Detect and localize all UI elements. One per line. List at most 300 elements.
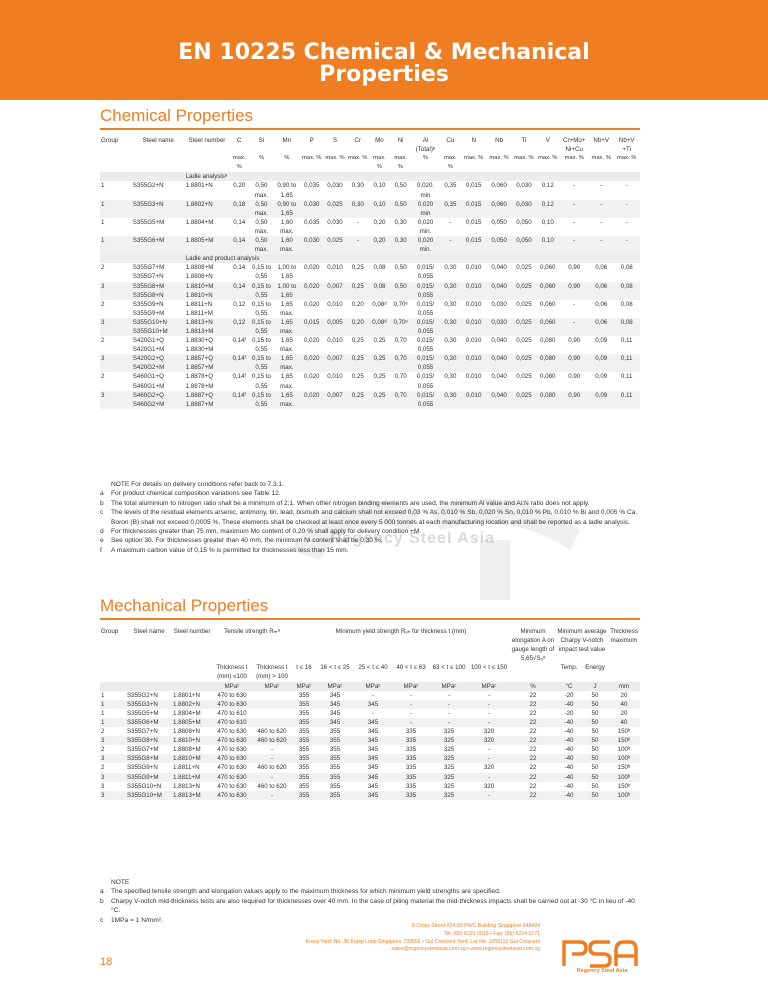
table-row [100, 200, 640, 218]
unit-cell: max. % [232, 155, 246, 171]
table-cell: 50 [582, 773, 608, 782]
table-cell: 335 [392, 736, 430, 745]
cell-ti: 0,025 [512, 391, 536, 409]
col-p: P [309, 137, 314, 144]
cell-group: 3 [100, 282, 132, 300]
cell-cr: 0,20 [347, 318, 369, 336]
col-yield: Minimum yield strength Rₑₕ for thickness t (mm) [335, 628, 467, 635]
table-cell: 345 [367, 782, 379, 790]
table-cell: 460 to 620 [257, 782, 287, 790]
cell-steel-name: S355G6+M [132, 236, 185, 254]
col-tensile: Tensile strength Rₘᵃ [224, 628, 280, 635]
table-cell: 470 to 630 [217, 782, 247, 790]
cell-mn: 1,65 max. [274, 354, 300, 372]
section-rule [100, 618, 640, 620]
table-row [100, 736, 640, 745]
cell-c: 0,12 [233, 300, 246, 308]
table-cell: 1 [100, 718, 126, 727]
table-cell: - [487, 746, 491, 754]
note-key: a [100, 888, 104, 896]
table-row [100, 372, 640, 390]
table-cell: 345 [354, 754, 392, 763]
cell-mn: 0,90 to 1,65 [274, 200, 300, 218]
cell-nbv: - [600, 182, 603, 190]
unit-mpa: MPaᶜ [468, 682, 510, 691]
cell-crmo: - [573, 182, 576, 190]
cell-nbv: 0,06 [595, 264, 608, 272]
cell-nbv: 0,06 [589, 282, 613, 300]
cell-group: 1 [100, 236, 132, 254]
table-cell: -40 [564, 764, 574, 772]
table-cell: - [409, 691, 413, 699]
cell-v: 0,12 [541, 182, 554, 190]
note-key: a [100, 490, 104, 498]
cell-ni: 0,30 [394, 218, 407, 226]
table-cell: 22 [529, 728, 537, 736]
cell-s: 0,010 [327, 337, 343, 345]
cell-steel-name: S355G3+N [132, 200, 185, 218]
yard-line: Kranji Yard: No. 30 Kranji Loop Singapore 739556 • Gul Crescent Yard: Lot No. 1055110 Gul Crescent [305, 938, 540, 945]
cell-ti: 0,025 [512, 318, 536, 336]
unit-mpa: MPaᶜ [354, 682, 392, 691]
note-item [100, 508, 640, 527]
table-cell: 1.8811+M [172, 773, 212, 782]
table-cell: 50 [582, 754, 608, 763]
cell-ti: 0,030 [516, 182, 532, 190]
title-banner [0, 0, 768, 100]
table-row [100, 391, 640, 409]
cell-si: 0,50 max. [254, 182, 269, 199]
cell-steel-number: 1.8801+N [185, 182, 213, 190]
cell-nb: 0,060 [486, 200, 511, 218]
footer-address [210, 923, 540, 954]
cell-nbv: 0,09 [589, 354, 613, 372]
col-elongation: Minimum elongation A on gauge length of 5,65√Sₒᵃ [511, 628, 555, 663]
table-row [100, 181, 640, 199]
table-cell: 2 [101, 764, 105, 772]
table-cell: 355 [329, 782, 341, 790]
table-row [100, 754, 640, 763]
cell-si: 0,15 to 0,55 [251, 300, 271, 317]
note-key: b [100, 897, 104, 905]
cell-steel-name: S355G7+M S355G7+N [132, 264, 165, 281]
cell-cr: 0,20 [351, 300, 364, 308]
cell-cu: 0,30 [440, 282, 461, 300]
cell-group: 1 [101, 182, 105, 190]
table-cell: 1.8804+M [173, 709, 201, 717]
note-text: For thicknesses greater than 75 mm, maximum Mo content of 0,20 % shall apply for delivery condition +M. [111, 528, 422, 536]
table-cell: S355G10+N [127, 782, 162, 790]
table-cell: - [487, 691, 491, 699]
band-label: Ladle and product analysis [185, 254, 640, 263]
logo-text: Regency Steel Asia [576, 968, 628, 974]
page-title [0, 42, 768, 86]
note-key: c [100, 509, 104, 517]
table-cell: 1.8810+M [172, 754, 212, 763]
table-cell: 100ᵇ [608, 773, 640, 782]
note-text: 1MPa = 1 N/mm². [111, 916, 163, 924]
table-cell: 460 to 620 [252, 736, 292, 745]
col-thickness-max: Thickness maximum [610, 628, 638, 645]
cell-crmo: - [559, 236, 589, 254]
cell-al: 0,020. min [416, 182, 435, 199]
table-cell: 150ᵇ [617, 782, 631, 790]
table-cell: - [371, 709, 375, 717]
table-cell: 1.8808+M [173, 746, 201, 754]
cell-nbvti: 0,08 [613, 282, 640, 300]
cell-mn: 1,65 max. [274, 318, 300, 336]
chem-units-row [100, 154, 640, 172]
table-cell: -20 [564, 691, 574, 699]
cell-n: 0,010 [461, 282, 486, 300]
cell-v: 0,060 [536, 318, 559, 336]
note-item [100, 499, 640, 508]
cell-nb: 0,060 [491, 182, 507, 190]
contact-line: Tel: (65) 6221 0018 • Fax: (65) 6224 0771 [443, 930, 540, 937]
table-cell: -40 [556, 791, 582, 800]
table-cell: 100ᵇ [608, 791, 640, 800]
col-yield-5: 63 < t ≤ 100 [432, 664, 466, 672]
cell-ti: 0,025 [516, 300, 532, 308]
note-text: The specified tensile strength and elongation values apply to the maximum thickness for which minimum yield strengths are specified. [111, 888, 501, 896]
cell-c: 0,14ᶠ [232, 373, 246, 381]
cell-cu: 0,35 [444, 182, 457, 190]
table-cell: -40 [556, 718, 582, 727]
cell-crmo: 0,90 [559, 391, 589, 409]
cell-p: 0,020 [300, 391, 323, 409]
cell-cr: - [356, 218, 359, 226]
col-yield-1: t ≤ 16 [296, 664, 312, 672]
table-cell: 22 [510, 773, 556, 782]
table-cell: 22 [529, 709, 537, 717]
table-cell [252, 691, 292, 700]
chem-body-product [100, 263, 640, 409]
cell-crmo: - [559, 200, 589, 218]
cell-c: 0,14ᶠ [229, 354, 249, 372]
cell-c: 0,12 [229, 318, 249, 336]
table-cell: 345 [329, 709, 341, 717]
cell-v: 0,10 [541, 218, 554, 226]
cell-al: 0,015/ 0,055 [416, 264, 435, 281]
table-cell: S355G5+M [127, 709, 159, 717]
cell-ti: 0,025 [516, 337, 532, 345]
table-cell: 22 [529, 746, 537, 754]
note-item [100, 546, 640, 555]
cell-cr: - [347, 236, 369, 254]
table-cell: 325 [430, 791, 468, 800]
cell-steel-number: 1.8813+N 1.8813+M [185, 318, 229, 336]
cell-nbvti: 0,08 [620, 264, 633, 272]
unit-cell: max. % [489, 155, 509, 162]
cell-al: 0,020 min [411, 200, 440, 218]
cell-v: 0,10 [536, 236, 559, 254]
note-text: For product chemical composition variations see Table 12. [111, 490, 281, 498]
table-cell: -20 [564, 709, 574, 717]
cell-si: 0,15 to 0,55 [249, 282, 273, 300]
cell-ti: 0,025 [516, 264, 532, 272]
cell-mn: 1,60 max. [280, 218, 294, 235]
cell-v: 0,060 [536, 282, 559, 300]
cell-n: 0,010 [461, 354, 486, 372]
cell-crmo: 0,90 [568, 373, 581, 381]
cell-nbvti: 0,11 [613, 391, 640, 409]
table-row [100, 782, 640, 791]
mechanical-notes [100, 878, 640, 925]
table-cell: 325 [443, 728, 455, 736]
table-cell: 3 [100, 773, 126, 782]
cell-nb: 0,030 [491, 300, 507, 308]
cell-cr: 0,25 [347, 282, 369, 300]
cell-v: 0,080 [536, 391, 559, 409]
cell-group: 2 [101, 300, 105, 308]
cell-c: 0,14 [233, 264, 246, 272]
cell-v: 0,060 [540, 264, 556, 272]
table-cell: S355G9+M [126, 773, 172, 782]
table-row [100, 263, 640, 281]
cell-nbv: - [589, 200, 613, 218]
cell-mn: 1,00 to 1,65 [274, 282, 300, 300]
table-cell: 355 [292, 791, 316, 800]
table-cell: 22 [510, 736, 556, 745]
cell-group: 3 [100, 318, 132, 336]
cell-n: 0,015 [461, 236, 486, 254]
table-cell: 3 [100, 791, 126, 800]
cell-ni: 0,70ᵉ [393, 300, 408, 308]
table-row [100, 354, 640, 372]
table-row [100, 700, 640, 709]
table-cell: 345 [316, 718, 354, 727]
table-row [100, 709, 640, 718]
table-cell: -40 [556, 700, 582, 709]
cell-cu: 0,30 [440, 391, 461, 409]
cell-c: 0,14 [229, 236, 249, 254]
cell-nbv: 0,06 [595, 300, 608, 308]
table-row [100, 282, 640, 300]
cell-steel-number: 1.8805+M [185, 236, 229, 254]
table-cell: 50 [582, 791, 608, 800]
cell-cu: - [440, 236, 461, 254]
table-cell: 50 [591, 764, 599, 772]
unit-mpa: MPaᶜ [430, 682, 468, 691]
cell-group: 3 [100, 354, 132, 372]
cell-nbvti: - [613, 200, 640, 218]
table-cell: - [487, 709, 491, 717]
unit-mpa: MPaᶜ [212, 682, 252, 691]
col-group: Group [101, 628, 119, 635]
cell-s: 0,007 [323, 391, 346, 409]
table-cell: 470 to 630 [212, 754, 252, 763]
table-cell: 355 [329, 746, 341, 754]
table-cell: 460 to 620 [257, 764, 287, 772]
table-cell: - [392, 700, 430, 709]
table-cell: 1 [101, 691, 105, 699]
table-cell: 50 [582, 718, 608, 727]
table-cell: 345 [354, 718, 392, 727]
cell-s: 0,007 [323, 354, 346, 372]
table-cell: 50 [591, 728, 599, 736]
cell-n: 0,015 [465, 182, 482, 190]
cell-nb: 0,040 [491, 337, 507, 345]
cell-cr: 0,25 [351, 373, 364, 381]
col-n: N [471, 137, 476, 144]
cell-v: 0,12 [536, 200, 559, 218]
cell-cr: 0,25 [351, 264, 364, 272]
table-row [100, 318, 640, 336]
unit-pct: % [510, 682, 556, 691]
cell-ni: 0,30 [390, 236, 411, 254]
cell-nbv: 0,09 [595, 373, 608, 381]
table-cell: - [447, 691, 451, 699]
cell-si: 0,15 to 0,55 [249, 391, 273, 409]
table-cell: 50 [591, 691, 599, 699]
cell-n: 0,010 [465, 300, 482, 308]
cell-cu: 0,30 [444, 264, 457, 272]
cell-mo: 0,08 [373, 264, 386, 272]
table-cell: S355G8+M [126, 754, 172, 763]
unit-cell: max. % [373, 155, 386, 171]
cell-si: 0,50 max. [249, 236, 273, 254]
cell-mn: 1,00 to 1,65 [277, 264, 297, 281]
table-cell: -40 [556, 773, 582, 782]
table-cell: S355G6+M [126, 718, 172, 727]
email-web-line: sales@regencysteelasia.com.sg • www.regencysteelasia.com.sg [391, 946, 540, 953]
cell-steel-name: S460G1+Q S460G1+M [132, 373, 165, 390]
cell-al: 0,015/ 0,055 [411, 282, 440, 300]
col-s: S [332, 137, 338, 144]
cell-al: 0,015/ 0,055 [411, 391, 440, 409]
table-cell: - [468, 754, 510, 763]
table-cell: 345 [329, 691, 341, 699]
note-text: See option 30. For thicknesses greater than 40 mm, the minimum Ni content shall be 0,30 %. [111, 537, 383, 545]
table-cell: 22 [510, 700, 556, 709]
cell-steel-number: 1.8811+N 1.8811+M [185, 300, 213, 317]
col-steel-number: Steel number [173, 628, 211, 635]
cell-ti: 0,050 [512, 236, 536, 254]
cell-mo: 0,20 [369, 236, 390, 254]
cell-p: 0,020 [303, 373, 320, 381]
unit-cell: max. % [514, 155, 534, 162]
cell-p: 0,020 [303, 337, 320, 345]
col-yield-6: 100 < t ≤ 150 [470, 664, 508, 672]
table-cell: - [430, 718, 468, 727]
table-cell: 460 to 620 [257, 728, 287, 736]
col-nbvti: Nb+V +Ti [618, 137, 635, 154]
note-key [100, 480, 111, 489]
table-cell: 320 [468, 736, 510, 745]
cell-nbv: - [589, 236, 613, 254]
table-cell: 355 [298, 709, 310, 717]
cell-cr: 0,25 [351, 337, 364, 345]
unit-mpa: MPaᶜ [316, 682, 354, 691]
table-cell: 355 [292, 754, 316, 763]
cell-nbv: 0,09 [589, 391, 613, 409]
table-cell: S355G8+N [126, 736, 172, 745]
cell-nbvti: 0,08 [620, 300, 633, 308]
col-thickness-le100: Thickness t (mm) ≤100 [216, 664, 248, 681]
table-cell: 1.8808+N [173, 728, 201, 736]
col-yield-4: 40 < t ≤ 63 [396, 664, 426, 672]
col-yield-3: 25 < t ≤ 40 [358, 664, 388, 672]
mech-body [100, 691, 640, 800]
table-cell: 1 [100, 700, 126, 709]
table-cell: 40 [608, 700, 640, 709]
note-item [100, 887, 640, 896]
cell-mo: 0,25 [373, 337, 386, 345]
col-ni: Ni [397, 137, 404, 144]
col-c: C [236, 137, 242, 144]
table-cell: - [392, 718, 430, 727]
table-cell [252, 718, 292, 727]
cell-mn: 0,90 to 1,65 [277, 182, 297, 199]
cell-n: 0,010 [465, 264, 482, 272]
cell-crmo: 0,90 [568, 337, 581, 345]
mech-units-row [100, 682, 640, 691]
note-key: b [100, 499, 104, 507]
cell-nb: 0,040 [486, 391, 511, 409]
cell-s: 0,005 [323, 318, 346, 336]
cell-c: 0,20 [233, 182, 246, 190]
cell-mo: 0,08ᵈ [372, 300, 387, 308]
cell-steel-name: S355G5+M [132, 218, 165, 226]
title-line-2: Properties [319, 62, 449, 87]
table-cell: 355 [298, 764, 310, 772]
rsa-logo [560, 932, 640, 970]
cell-steel-number: 1.8808+M 1.8808+N [185, 264, 214, 281]
table-cell: 22 [529, 764, 537, 772]
col-nb: Nb [495, 137, 504, 144]
cell-mo: 0,08 [369, 282, 390, 300]
cell-s: 0,025 [323, 236, 346, 254]
cell-cu: 0,30 [440, 318, 461, 336]
cell-cr: 0,30 [351, 182, 364, 190]
cell-v: 0,080 [540, 337, 556, 345]
cell-steel-number: 1.8802+N [185, 200, 229, 218]
cell-ni: 0,70ᵉ [390, 318, 411, 336]
page-number: 18 [100, 956, 113, 968]
table-cell: 50 [591, 746, 599, 754]
cell-mn: 1,65 max. [274, 391, 300, 409]
table-cell: 470 to 630 [217, 728, 247, 736]
table-cell: S355G2+N [127, 691, 158, 699]
cell-al: 0,020 min. [417, 218, 434, 235]
table-cell: 2 [101, 728, 105, 736]
cell-p: 0,020 [303, 300, 320, 308]
note-item [100, 878, 640, 887]
table-cell: 320 [483, 782, 495, 790]
table-cell: 335 [392, 754, 430, 763]
mech-subheader-row [100, 663, 640, 681]
table-cell: 355 [298, 728, 310, 736]
cell-nb: 0,050 [491, 218, 507, 226]
table-cell: 3 [100, 754, 126, 763]
table-cell: 470 to 630 [212, 773, 252, 782]
table-cell: 470 to 630 [217, 691, 247, 699]
col-v: V [545, 137, 550, 144]
cell-mo: 0,25 [373, 373, 386, 381]
unit-cell: max. % [325, 155, 345, 162]
table-cell: 345 [316, 700, 354, 709]
table-cell: 150ᵇ [617, 728, 631, 736]
cell-steel-name: S420G2+Q S420G2+M [132, 354, 185, 372]
unit-celsius: °C [556, 682, 582, 691]
unit-mpa: MPaᶜ [392, 682, 430, 691]
cell-cu: 0,30 [440, 354, 461, 372]
cell-nbvti: 0,11 [620, 373, 633, 381]
chem-body-ladle [100, 181, 640, 254]
col-cr: Cr [354, 137, 362, 144]
table-cell: 1.8813+M [172, 791, 212, 800]
table-cell: 345 [354, 736, 392, 745]
